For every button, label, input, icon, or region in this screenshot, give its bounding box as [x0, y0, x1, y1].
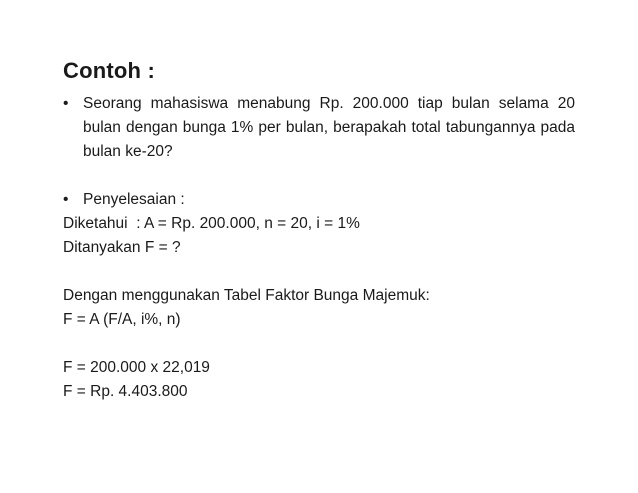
solution-heading: Penyelesaian :: [83, 191, 185, 208]
slide-title: Contoh :: [63, 58, 156, 83]
formula-line: F = A (F/A, i%, n): [63, 311, 181, 328]
problem-bullet: [63, 92, 575, 164]
slide-content: [63, 92, 575, 404]
calc-line: F = 200.000 x 22,019: [63, 359, 210, 376]
result-line: F = Rp. 4.403.800: [63, 383, 188, 400]
bullet-dot: •: [63, 95, 69, 112]
spacer: [63, 164, 575, 188]
bullet-dot: •: [63, 191, 69, 208]
known-line: Diketahui : A = Rp. 200.000, n = 20, i = 1%: [63, 215, 360, 232]
problem-text: Seorang mahasiswa menabung Rp. 200.000 tiap bulan selama 20 bulan dengan bunga 1% per bulan, berapakah total tabungannya pada bulan ke-20?: [83, 95, 575, 160]
spacer: [63, 332, 575, 356]
solution-bullet: [63, 188, 575, 212]
asked-line: Ditanyakan F = ?: [63, 239, 181, 256]
spacer: [63, 260, 575, 284]
method-line: Dengan menggunakan Tabel Faktor Bunga Majemuk:: [63, 287, 430, 304]
